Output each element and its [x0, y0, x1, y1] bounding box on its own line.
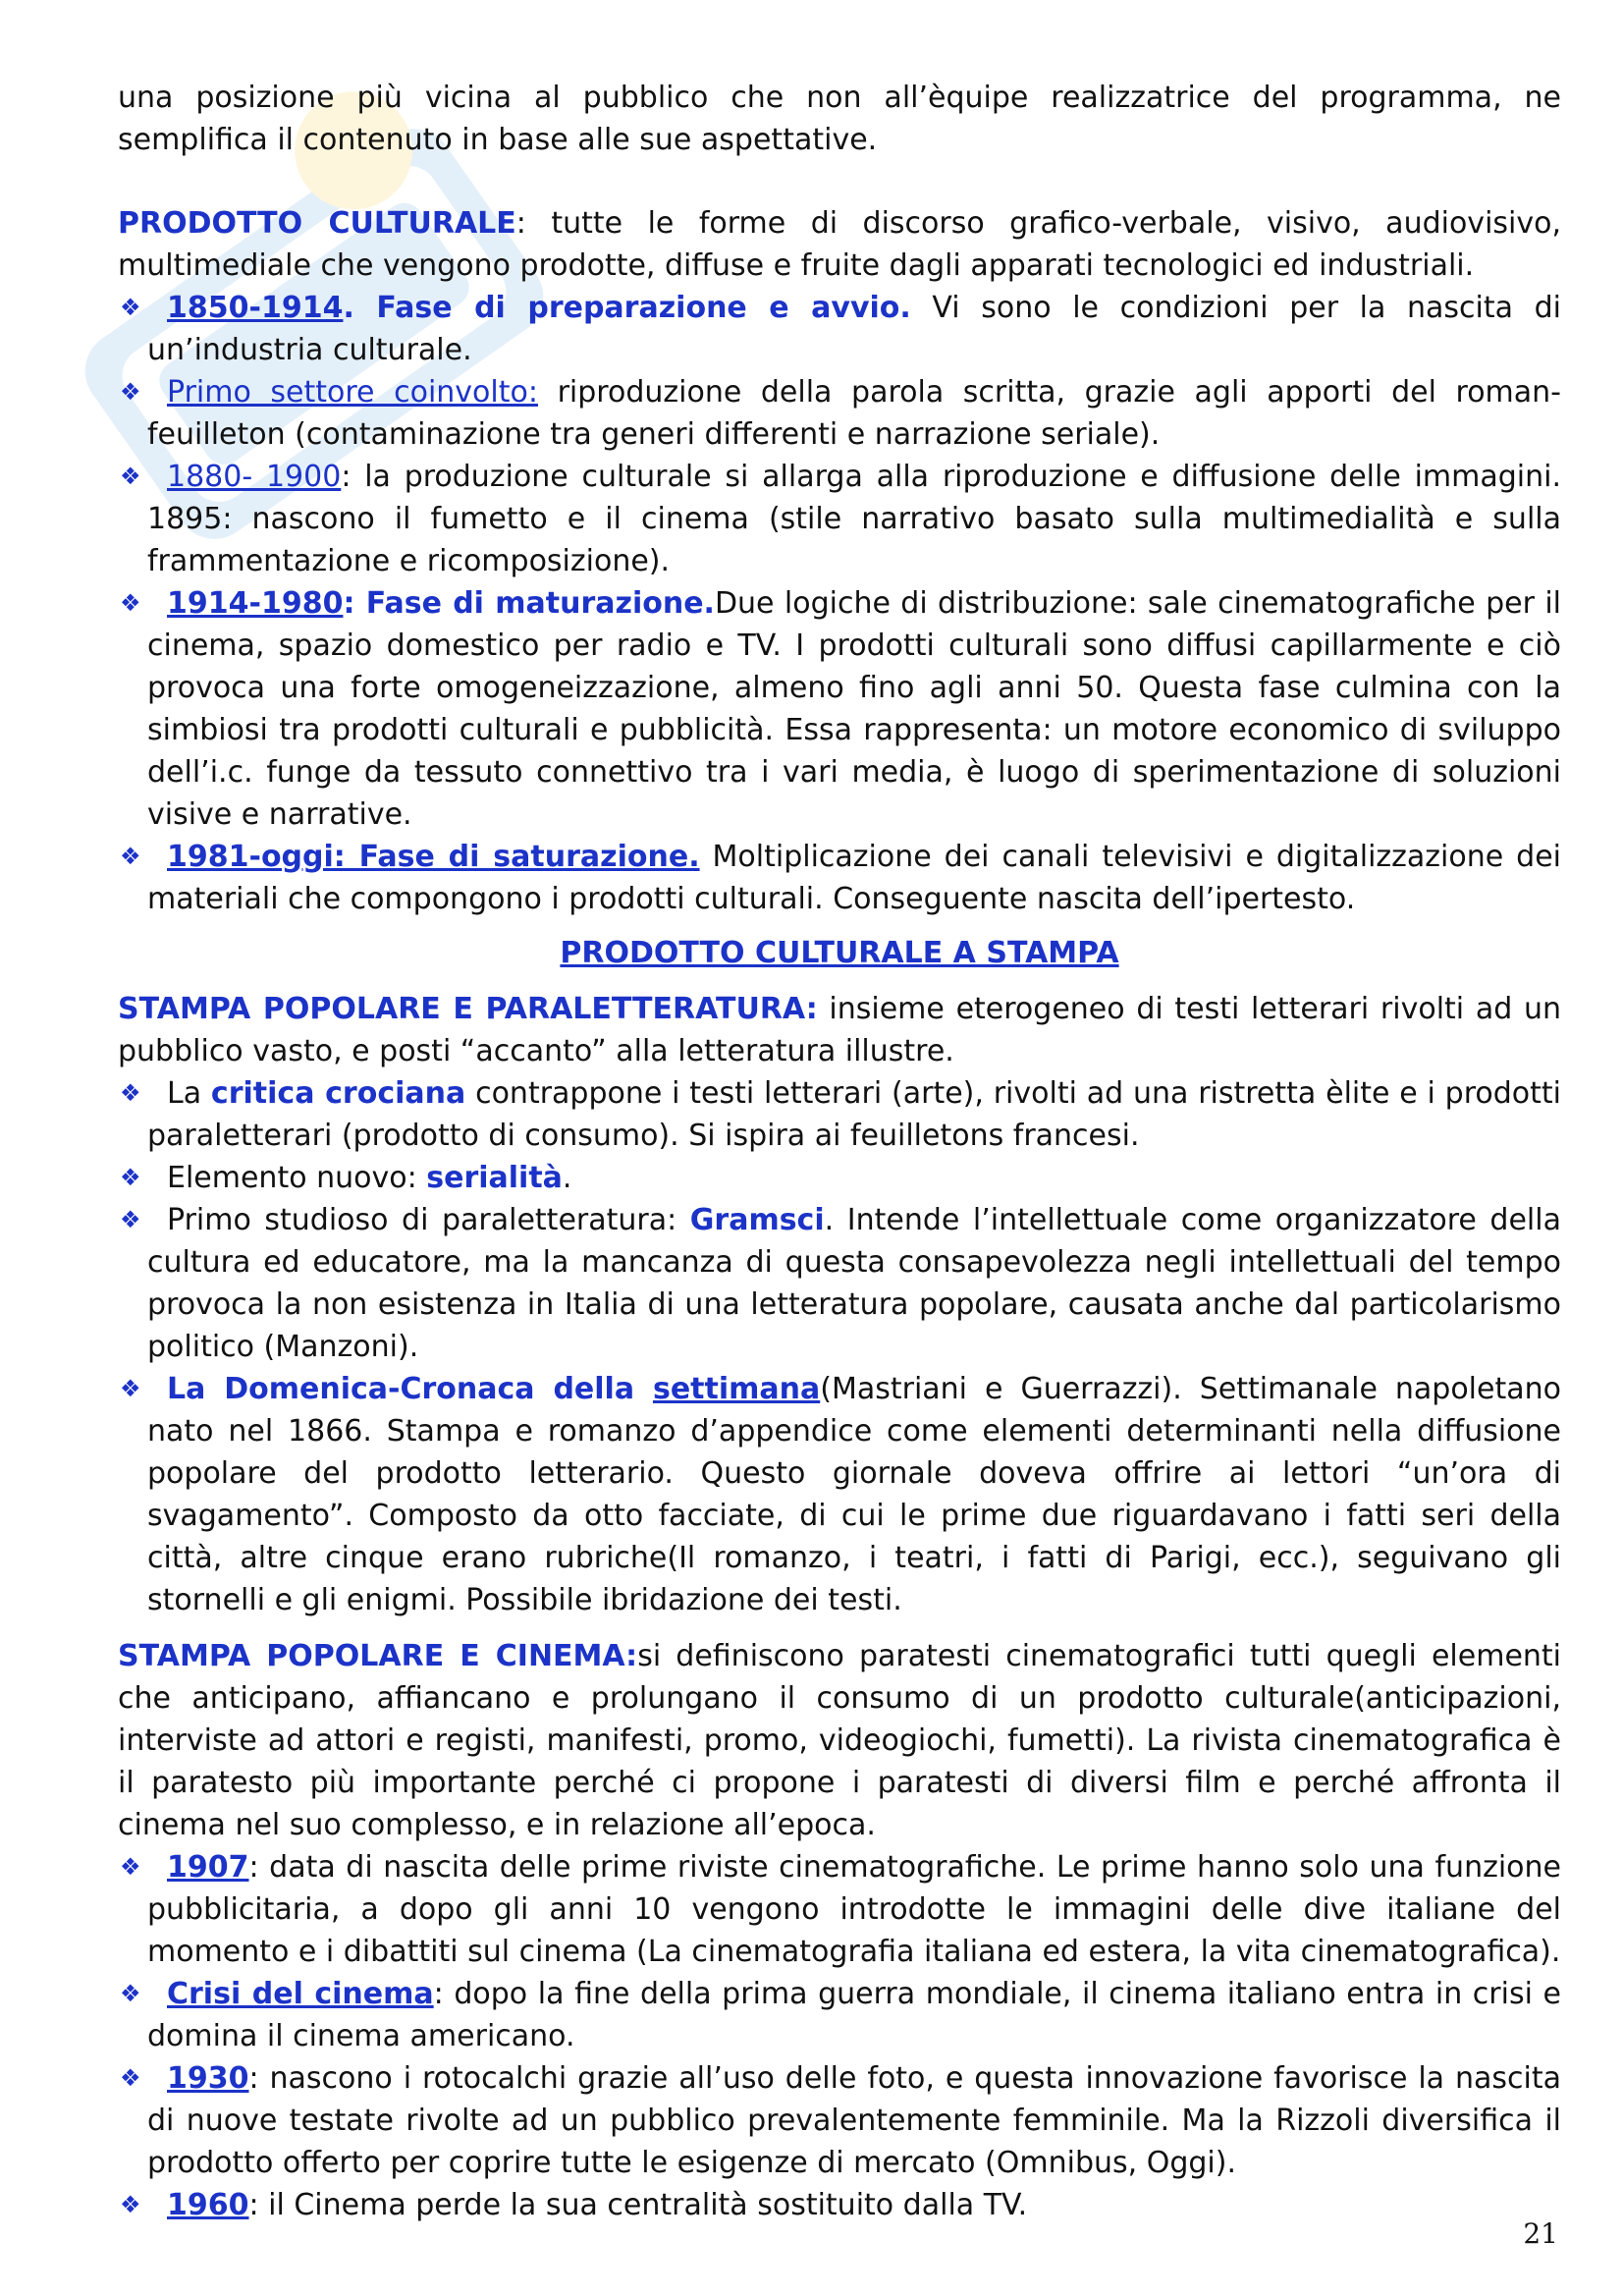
list-item: ❖ 1930: nascono i rotocalchi grazie all’uso delle foto, e questa innovazione favorisce la nascita di nuove testate rivolte ad un pubblico prevalentemente femminile. Ma la Rizzoli diversifica il prodotto offerto per coprire tutte le esigenze di mercato (Omnibus, Oggi).: [118, 2057, 1561, 2184]
list-item: ❖ 1880- 1900: la produzione culturale si allarga alla riproduzione e diffusione delle immagini. 1895: nascono il fumetto e il cinema (stile narrativo basato sulla multimedialità e sulla frammentazione e ricomposizione).: [118, 456, 1561, 582]
bullet-diamond-icon: ❖: [120, 589, 141, 617]
bullet-diamond-icon: ❖: [120, 1853, 141, 1881]
term-prodotto-culturale: PRODOTTO CULTURALE: [118, 206, 516, 241]
intro-paragraph: una posizione più vicina al pubblico che non all’èquipe realizzatrice del programma, ne semplifica il contenuto in base alle sue aspettative.: [118, 81, 1561, 157]
list-item: ❖ Crisi del cinema: dopo la fine della prima guerra mondiale, il cinema italiano entra in crisi e domina il cinema americano.: [118, 1973, 1561, 2057]
bullet-diamond-icon: ❖: [120, 843, 141, 870]
paraletteratura-definition: STAMPA POPOLARE E PARALETTERATURA: insieme eterogeneo di testi letterari rivolti ad un pubblico vasto, e posti “accanto” alla letteratura illustre.: [118, 992, 1562, 1068]
bullet-diamond-icon: ❖: [120, 2064, 141, 2092]
list-item: ❖ 1907: data di nascita delle prime riviste cinematografiche. Le prime hanno solo una funzione pubblicitaria, a dopo gli anni 10 vengono introdotte le immagini delle dive italiane del momento e i dibattiti sul cinema (La cinematografia italiana ed estera, la vita cinematografica).: [118, 1846, 1561, 1973]
bullet-diamond-icon: ❖: [120, 1206, 141, 1233]
page-number: 21: [1523, 2217, 1558, 2250]
list-item: ❖ 1850-1914. Fase di preparazione e avvio. Vi sono le condizioni per la nascita di un’industria culturale.: [118, 287, 1561, 371]
list-item: ❖ La Domenica-Cronaca della settimana(Mastriani e Guerrazzi). Settimanale napoletano nato nel 1866. Stampa e romanzo d’appendice come elementi determinanti nella diffusione popolare del prodotto letterario. Questo giornale doveva offrire ai lettori “un’ora di svagamento”. Composto da otto facciate, di cui le prime due riguardavano i fatti seri della città, altre cinque erano rubriche(Il romanzo, i teatri, i fatti di Parigi, ecc.), seguivano gli stornelli e gli enigmi. Possibile ibridazione dei testi.: [118, 1368, 1561, 1621]
list-item: ❖ 1914-1980: Fase di maturazione.Due logiche di distribuzione: sale cinematografiche per il cinema, spazio domestico per radio e TV. I prodotti culturali sono diffusi capillarmente e ciò provoca una forte omogeneizzazione, almeno fino agli anni 50. Questa fase culmina con la simbiosi tra prodotti culturali e pubblicità. Essa rappresenta: un motore economico di sviluppo dell’i.c. funge da tessuto connettivo tra i vari media, è luogo di sperimentazione di soluzioni visive e narrative.: [118, 582, 1561, 836]
bullet-diamond-icon: ❖: [120, 294, 141, 321]
document-body: [118, 77, 1561, 2226]
section-heading: PRODOTTO CULTURALE A STAMPA: [560, 936, 1119, 970]
bullet-diamond-icon: ❖: [120, 1375, 141, 1402]
bullet-diamond-icon: ❖: [120, 1980, 141, 2007]
bullet-diamond-icon: ❖: [120, 1164, 141, 1191]
bullet-diamond-icon: ❖: [120, 1079, 141, 1107]
list-item: ❖ 1960: il Cinema perde la sua centralità sostituito dalla TV.: [118, 2184, 1561, 2226]
list-item: ❖ Primo settore coinvolto: riproduzione della parola scritta, grazie agli apporti del roman-feuilleton (contaminazione tra generi differenti e narrazione seriale).: [118, 371, 1561, 456]
bullet-diamond-icon: ❖: [120, 463, 141, 490]
term-cinema: STAMPA POPOLARE E CINEMA:: [118, 1639, 638, 1673]
cinema-definition: STAMPA POPOLARE E CINEMA:si definiscono paratesti cinematografici tutti quegli elementi che anticipano, affiancano e prolungano il consumo di un prodotto culturale(anticipazioni, interviste ad attori e registi, manifesti, promo, videogiochi, fumetti). La rivista cinematografica è il paratesto più importante perché ci propone i paratesti di diversi film e perché affronta il cinema nel suo complesso, e in relazione all’epoca.: [118, 1639, 1562, 1842]
list-item: ❖ Primo studioso di paraletteratura: Gramsci. Intende l’intellettuale come organizzatore della cultura ed educatore, ma la mancanza di questa consapevolezza negli intellettuali del tempo provoca la non esistenza in Italia di una letteratura popolare, causata anche dal particolarismo politico (Manzoni).: [118, 1199, 1561, 1368]
list-item: ❖ 1981-oggi: Fase di saturazione. Moltiplicazione dei canali televisivi e digitalizzazione dei materiali che compongono i prodotti culturali. Conseguente nascita dell’ipertesto.: [118, 836, 1561, 920]
list-item: ❖ La critica crociana contrappone i testi letterari (arte), rivolti ad una ristretta èlite e i prodotti paraletterari (prodotto di consumo). Si ispira ai feuilletons francesi.: [118, 1072, 1561, 1157]
list-item: ❖ Elemento nuovo: serialità.: [118, 1157, 1561, 1199]
term-paraletteratura: STAMPA POPOLARE E PARALETTERATURA:: [118, 992, 818, 1026]
bullet-diamond-icon: ❖: [120, 2191, 141, 2218]
bullet-diamond-icon: ❖: [120, 378, 141, 406]
prodotto-culturale-definition: PRODOTTO CULTURALE: tutte le forme di discorso grafico-verbale, visivo, audiovisivo, multimediale che vengono prodotte, diffuse e fruite dagli apparati tecnologici ed industriali.: [118, 206, 1562, 283]
